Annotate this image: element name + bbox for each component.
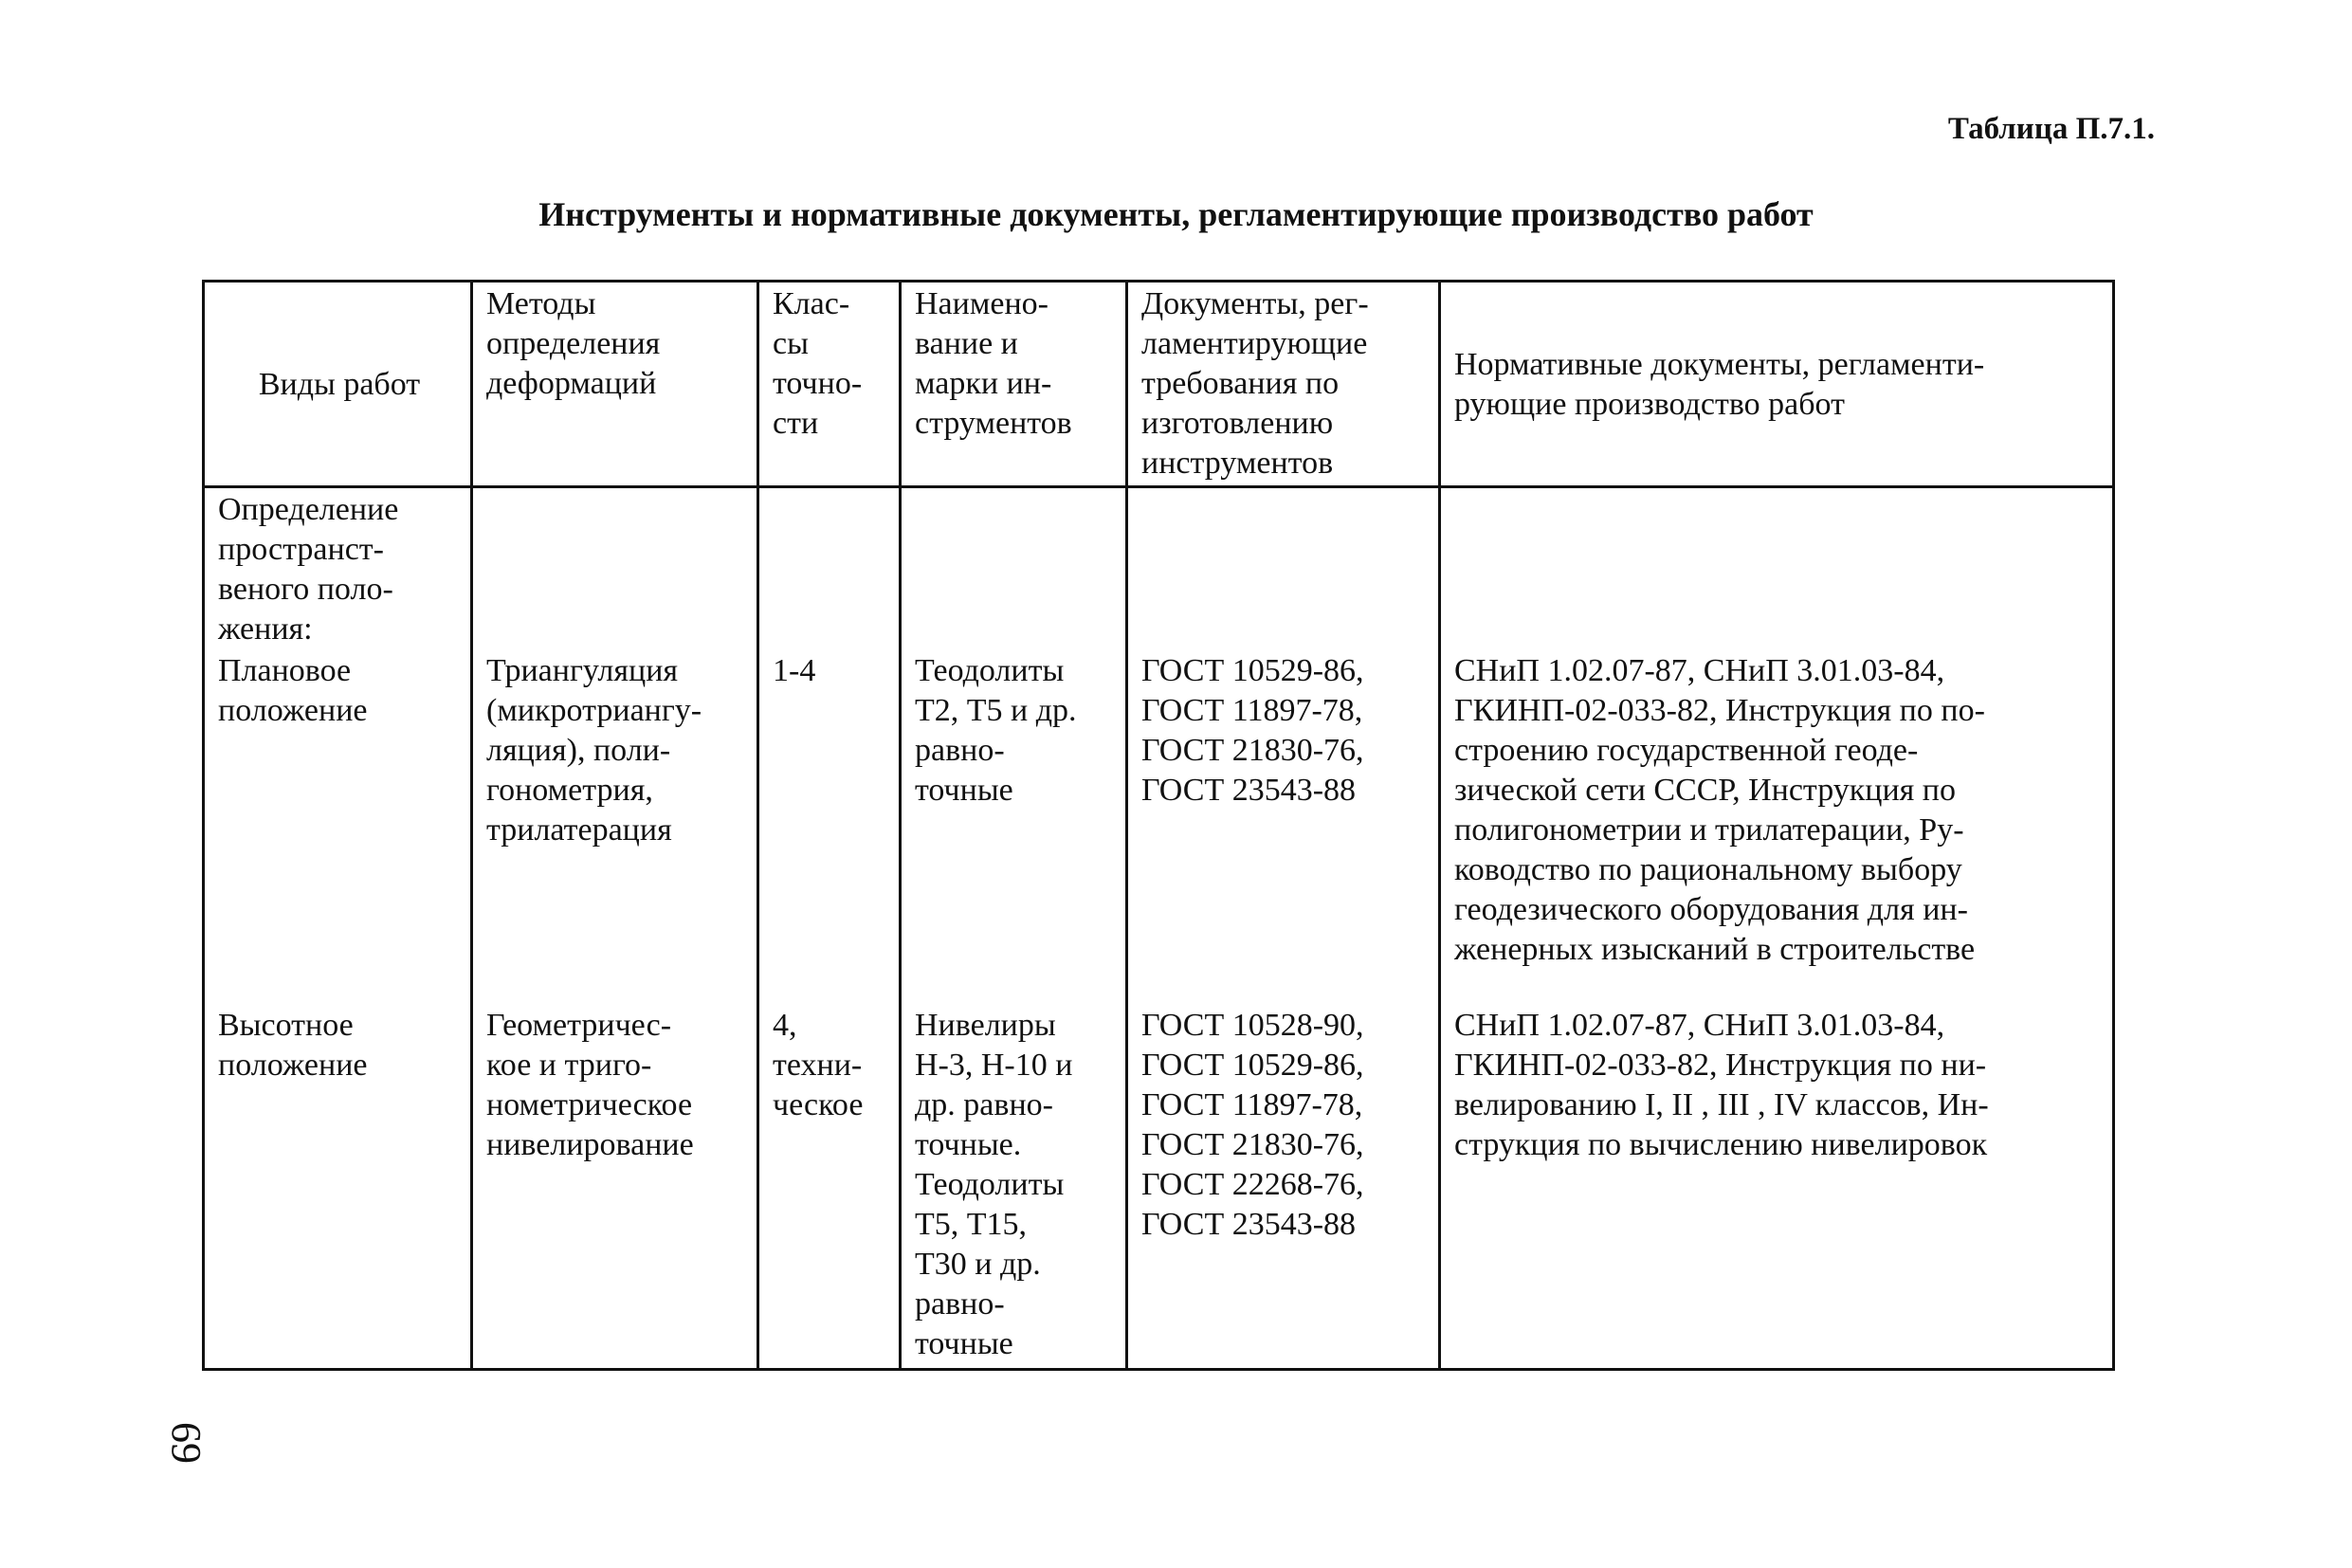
cell-line: СНиП 1.02.07-87, СНиП 3.01.03-84, (1454, 1008, 1945, 1043)
table-row-heading (204, 487, 2114, 650)
cell-line: ководство по рациональному выбору (1454, 852, 1962, 887)
cell-line: Н-3, Н-10 и (915, 1048, 1073, 1083)
cell-instruments (901, 649, 1127, 970)
cell-line: ГОСТ 10529-86, (1141, 1048, 1364, 1083)
cell-normative-docs-empty (1440, 487, 2114, 650)
cell-line: точные (915, 1326, 1013, 1361)
header-normative-docs (1440, 282, 2114, 487)
cell-line: Т2, Т5 и др. (915, 693, 1077, 728)
cell-line: зической сети СССР, Инструкция по (1454, 773, 1956, 808)
cell-line: Наимено- (915, 286, 1048, 321)
cell-line: точные (915, 773, 1013, 808)
cell-line: ГОСТ 21830-76, (1141, 1127, 1364, 1162)
cell-line: ГОСТ 11897-78, (1141, 1087, 1363, 1122)
cell-instruments (901, 970, 1127, 1370)
cell-method (472, 970, 758, 1370)
cell-line: инструментов (1141, 446, 1334, 481)
cell-line: Методы (486, 286, 596, 321)
cell-line: веного поло- (218, 572, 393, 607)
cell-line: трилатерация (486, 812, 672, 848)
cell-accuracy (758, 970, 901, 1370)
page-number: 69 (163, 1422, 210, 1464)
cell-line: Теодолиты (915, 653, 1065, 688)
cell-method (472, 649, 758, 970)
cell-line: изготовлению (1141, 406, 1334, 441)
cell-line: (микротриангу- (486, 693, 702, 728)
table-row-planar (204, 649, 2114, 970)
cell-line: деформаций (486, 366, 657, 401)
cell-manufacturing-docs-empty (1127, 487, 1440, 650)
cell-instruments-empty (901, 487, 1127, 650)
cell-line: Т30 и др. (915, 1247, 1041, 1282)
cell-line: Нормативные документы, регламенти- (1454, 347, 1985, 382)
cell-line: женерных изысканий в строительстве (1454, 932, 1976, 967)
cell-line: ламентирующие (1141, 326, 1368, 361)
cell-line: ГКИНП-02-033-82, Инструкция по по- (1454, 693, 1985, 728)
cell-accuracy (758, 649, 901, 970)
cell-line: Виды работ (258, 367, 421, 402)
cell-line: Документы, рег- (1141, 286, 1369, 321)
cell-manufacturing-docs (1127, 649, 1440, 970)
cell-line: пространст- (218, 532, 384, 567)
cell-line: Нивелиры (915, 1008, 1056, 1043)
cell-line: положение (218, 1048, 368, 1083)
cell-line: струментов (915, 406, 1072, 441)
cell-line: точные. (915, 1127, 1022, 1162)
cell-line: Триангуляция (486, 653, 679, 688)
cell-line: Геометричес- (486, 1008, 672, 1043)
cell-line: сти (773, 406, 819, 441)
cell-line: ГКИНП-02-033-82, Инструкция по ни- (1454, 1048, 1987, 1083)
cell-line: Высотное (218, 1008, 354, 1043)
works-table (202, 280, 2115, 1371)
cell-line: велированию I, II , III , IV классов, Ин- (1454, 1087, 1989, 1122)
cell-line: гонометрия, (486, 773, 653, 808)
cell-line: геодезического оборудования для ин- (1454, 892, 1968, 927)
cell-line: рующие производство работ (1454, 387, 1845, 422)
cell-line: кое и триго- (486, 1048, 652, 1083)
cell-line: Клас- (773, 286, 850, 321)
cell-line: нивелирование (486, 1127, 694, 1162)
cell-normative-docs (1440, 970, 2114, 1370)
cell-work-type (204, 970, 472, 1370)
cell-line: Определение (218, 492, 399, 527)
cell-line: нометрическое (486, 1087, 693, 1122)
cell-line: струкция по вычислению нивелировок (1454, 1127, 1988, 1162)
table-title: Инструменты и нормативные документы, регламентирующие производство работ (538, 195, 1814, 233)
cell-line: строению государственной геоде- (1454, 733, 1919, 768)
header-manufacturing-docs (1127, 282, 1440, 487)
cell-line: марки ин- (915, 366, 1052, 401)
cell-line: ГОСТ 11897-78, (1141, 693, 1363, 728)
cell-line: ГОСТ 10528-90, (1141, 1008, 1364, 1043)
cell-line: 4, (773, 1008, 797, 1043)
cell-line: техни- (773, 1048, 863, 1083)
cell-line: равно- (915, 1286, 1005, 1322)
cell-line: СНиП 1.02.07-87, СНиП 3.01.03-84, (1454, 653, 1945, 688)
cell-line: определения (486, 326, 661, 361)
cell-accuracy-empty (758, 487, 901, 650)
cell-line: Теодолиты (915, 1167, 1065, 1202)
cell-line: полигонометрии и трилатерации, Ру- (1454, 812, 1964, 848)
cell-manufacturing-docs (1127, 970, 1440, 1370)
cell-line: Т5, Т15, (915, 1207, 1028, 1242)
cell-line: ГОСТ 21830-76, (1141, 733, 1364, 768)
header-accuracy-classes (758, 282, 901, 487)
cell-line: ляция), поли- (486, 733, 671, 768)
table-caption: Таблица П.7.1. (1947, 112, 2155, 146)
cell-line: требования по (1141, 366, 1340, 401)
cell-line: равно- (915, 733, 1005, 768)
cell-work-type (204, 487, 472, 650)
cell-line: ческое (773, 1087, 864, 1122)
cell-line: др. равно- (915, 1087, 1053, 1122)
cell-line: точно- (773, 366, 863, 401)
header-work-type (204, 282, 472, 487)
table-header-row (204, 282, 2114, 487)
header-instruments (901, 282, 1127, 487)
table-row-altitude (204, 970, 2114, 1370)
cell-line: ГОСТ 22268-76, (1141, 1167, 1364, 1202)
cell-line: ГОСТ 23543-88 (1141, 773, 1357, 808)
cell-line: жения: (218, 611, 313, 647)
cell-method-empty (472, 487, 758, 650)
cell-line: сы (773, 326, 809, 361)
cell-line: Плановое (218, 653, 352, 688)
cell-line: ГОСТ 10529-86, (1141, 653, 1364, 688)
cell-line: вание и (915, 326, 1018, 361)
cell-line: положение (218, 693, 368, 728)
cell-normative-docs (1440, 649, 2114, 970)
cell-work-type (204, 649, 472, 970)
header-deformation-methods (472, 282, 758, 487)
cell-line: 1-4 (773, 653, 816, 688)
cell-line: ГОСТ 23543-88 (1141, 1207, 1357, 1242)
